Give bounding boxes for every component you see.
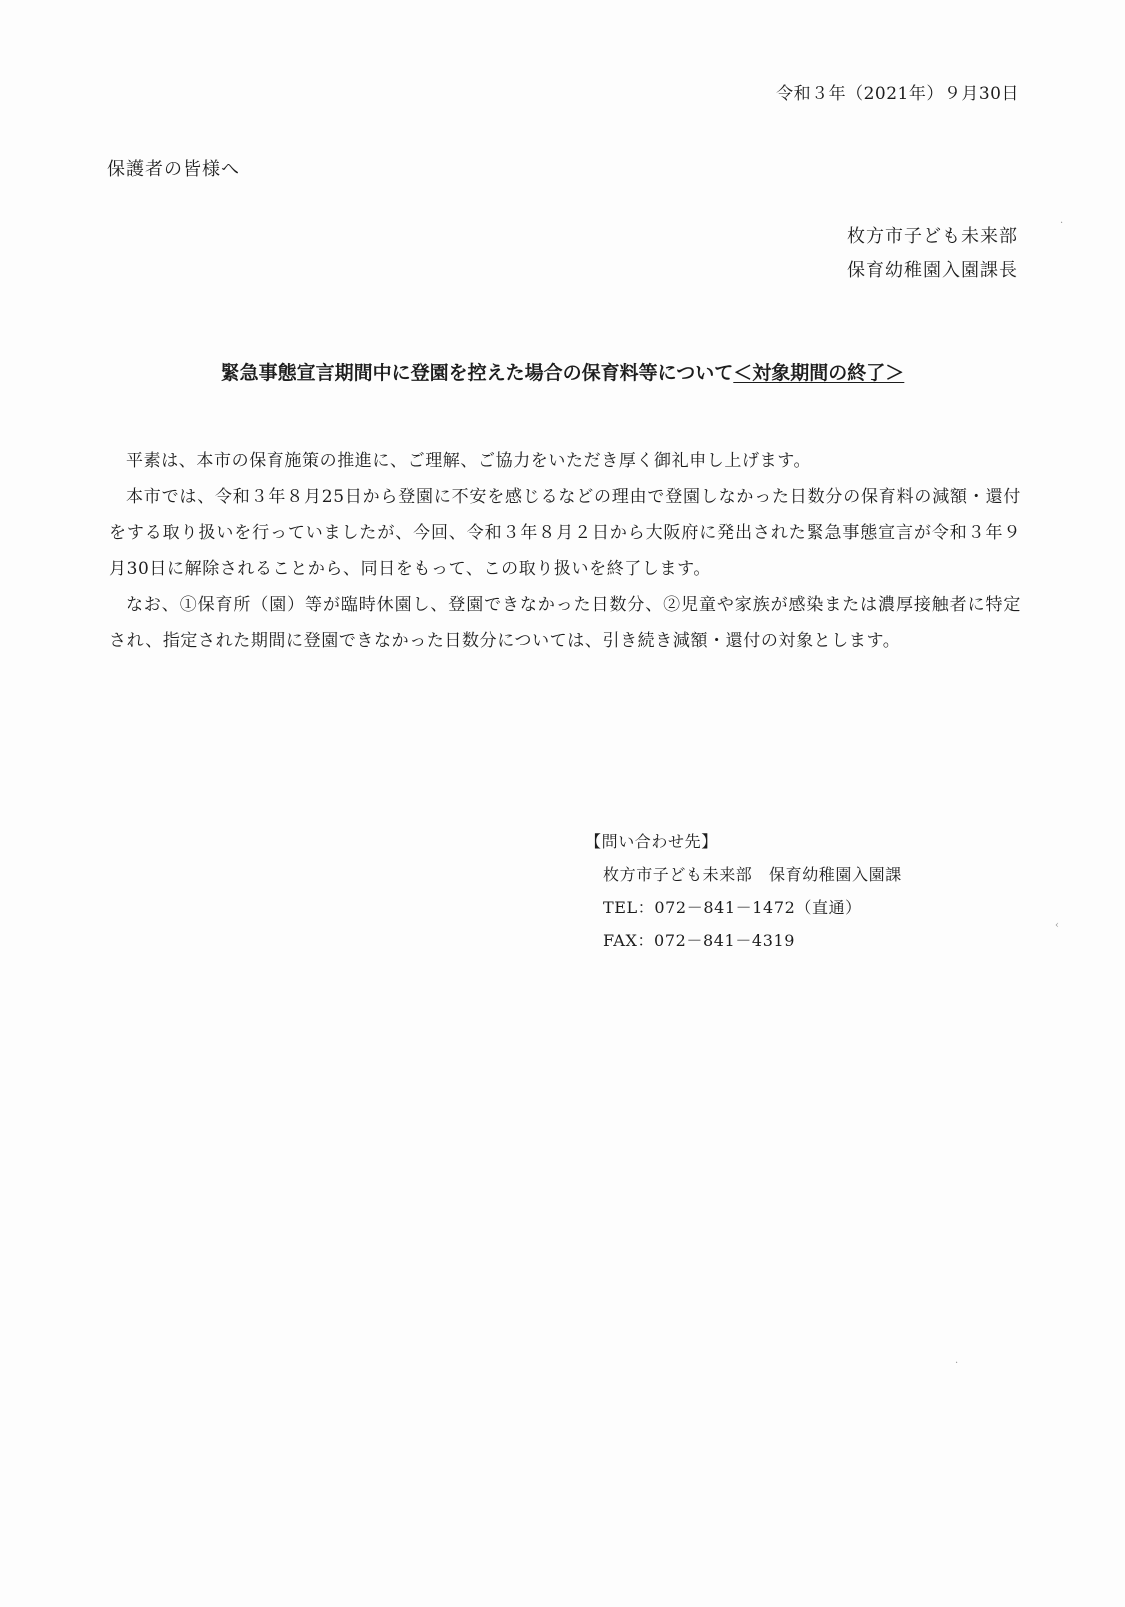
contact-block xyxy=(585,825,902,957)
document-body xyxy=(109,443,1021,659)
recipient-line: 保護者の皆様へ xyxy=(107,159,240,180)
title-sub: ＜対象期間の終了＞ xyxy=(733,362,905,384)
contact-fax: FAX：072－841－4319 xyxy=(603,931,796,950)
scan-speck: · xyxy=(955,1358,959,1369)
sender-block xyxy=(847,220,1018,288)
document-title xyxy=(0,358,1125,385)
title-main: 緊急事態宣言期間中に登園を控えた場合の保育料等について xyxy=(220,362,734,384)
sender-department: 枚方市子ども未来部 xyxy=(847,226,1018,247)
document-date: 令和３年（2021年）９月30日 xyxy=(776,84,1019,104)
contact-tel: TEL：072－841－1472（直通） xyxy=(603,898,862,917)
scan-speck: ‹ xyxy=(1055,920,1059,931)
contact-office: 枚方市子ども未来部 保育幼稚園入園課 xyxy=(603,865,902,884)
body-paragraph: 本市では、令和３年８月25日から登園に不安を感じるなどの理由で登園しなかった日数分の保育料の減額・還付をする取り扱いを行っていましたが、今回、令和３年８月２日から大阪府に発出された緊急事態宣言が令和３年９月30日に解除されることから、同日をもって、この取り扱いを終了します。 xyxy=(109,487,1021,579)
body-paragraph: なお、①保育所（園）等が臨時休園し、登園できなかった日数分、②児童や家族が感染または濃厚接触者に特定され、指定された期間に登園できなかった日数分については、引き続き減額・還付の対象とします。 xyxy=(109,595,1021,651)
scan-speck: · xyxy=(1060,218,1064,229)
body-paragraph: 平素は、本市の保育施策の推進に、ご理解、ご協力をいただき厚く御礼申し上げます。 xyxy=(126,451,812,471)
contact-heading: 【問い合わせ先】 xyxy=(585,832,718,851)
sender-title: 保育幼稚園入園課長 xyxy=(847,260,1018,281)
